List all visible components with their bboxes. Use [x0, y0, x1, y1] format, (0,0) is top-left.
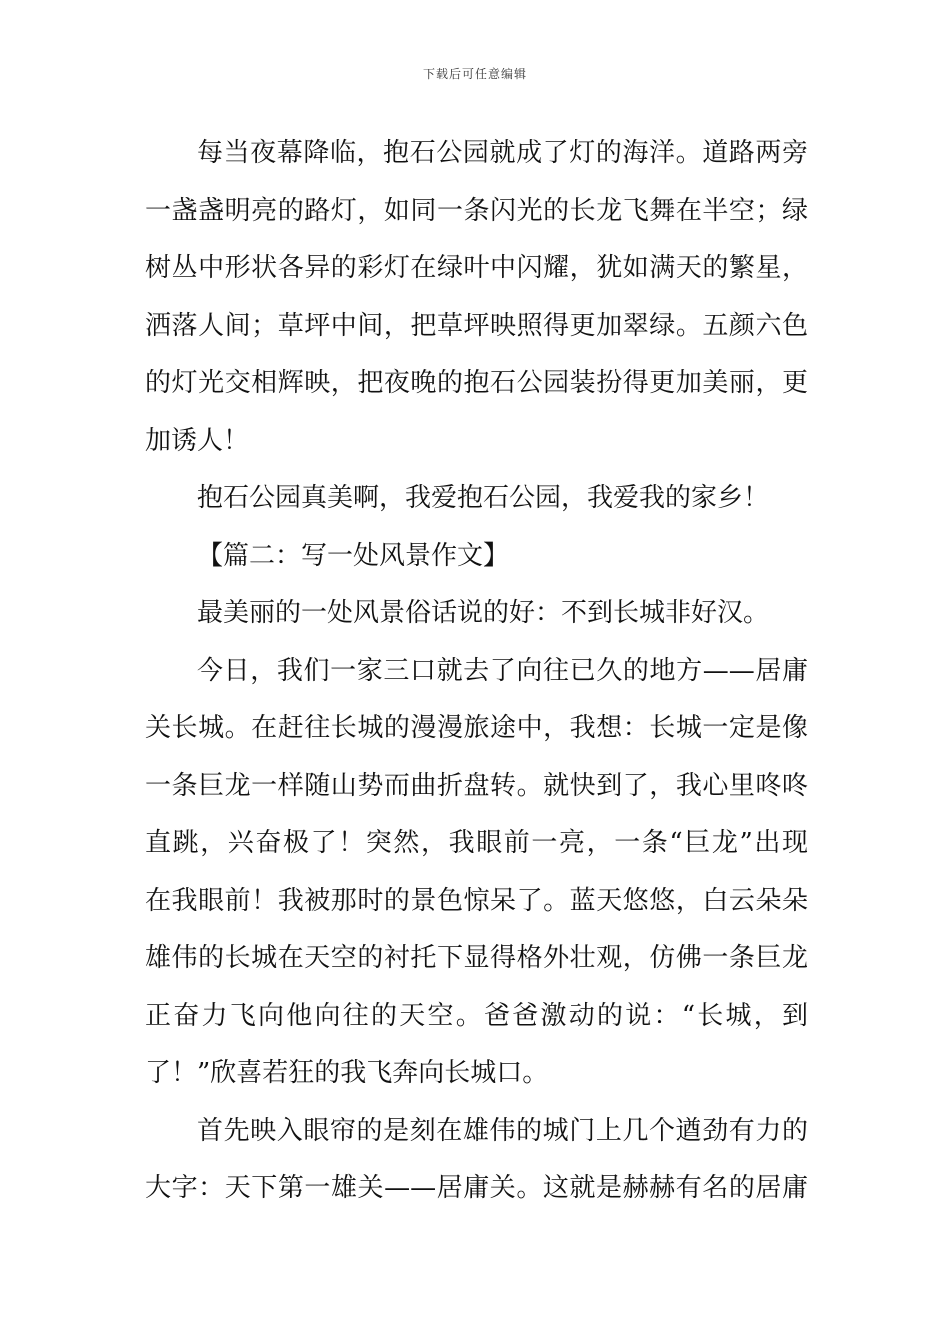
- section-heading: 【篇二：写一处风景作文】: [197, 540, 510, 571]
- paragraph-1-line-3: 树丛中形状各异的彩灯在绿叶中闪耀，犹如满天的繁星，: [145, 253, 808, 283]
- paragraph-4-line-1: 今日，我们一家三口就去了向往已久的地方——居庸: [197, 655, 808, 686]
- paragraph-2-line-1: 抱石公园真美啊，我爱抱石公园，我爱我的家乡！: [197, 483, 770, 513]
- paragraph-4-line-2: 关长城。在赶往长城的漫漫旅途中，我想：长城一定是像: [145, 713, 808, 743]
- paragraph-5-line-2: 大字：天下第一雄关——居庸关。这就是赫赫有名的居庸: [145, 1173, 808, 1203]
- paragraph-1-line-1: 每当夜幕降临，抱石公园就成了灯的海洋。道路两旁: [197, 138, 808, 168]
- paragraph-3-line-1: 最美丽的一处风景俗话说的好：不到长城非好汉。: [197, 598, 770, 628]
- paragraph-4-line-6: 雄伟的长城在天空的衬托下显得格外壮观，仿佛一条巨龙: [145, 943, 808, 973]
- paragraph-4-line-8: 了！”欣喜若狂的我飞奔向长城口。: [145, 1058, 549, 1088]
- paragraph-5-line-1: 首先映入眼帘的是刻在雄伟的城门上几个遒劲有力的: [197, 1115, 808, 1146]
- paragraph-1-line-6: 加诱人！: [145, 425, 250, 456]
- paragraph-4-line-3: 一条巨龙一样随山势而曲折盘转。就快到了，我心里咚咚: [145, 770, 808, 801]
- paragraph-4-line-7: 正奋力飞向他向往的天空。爸爸激动的说：“长城，到: [145, 1000, 808, 1031]
- paragraph-1-line-2: 一盏盏明亮的路灯，如同一条闪光的长龙飞舞在半空；绿: [145, 195, 808, 226]
- page-header: 下载后可任意编辑: [422, 67, 527, 81]
- paragraph-4-line-5: 在我眼前！我被那时的景色惊呆了。蓝天悠悠，白云朵朵: [145, 885, 808, 916]
- document-body: [145, 130, 808, 1223]
- paragraph-1-line-5: 的灯光交相辉映，把夜晚的抱石公园装扮得更加美丽，更: [145, 368, 808, 398]
- paragraph-4-line-4: 直跳，兴奋极了！突然，我眼前一亮，一条“巨龙”出现: [145, 828, 808, 858]
- paragraph-1-line-4: 洒落人间；草坪中间，把草坪映照得更加翠绿。五颜六色: [145, 310, 808, 341]
